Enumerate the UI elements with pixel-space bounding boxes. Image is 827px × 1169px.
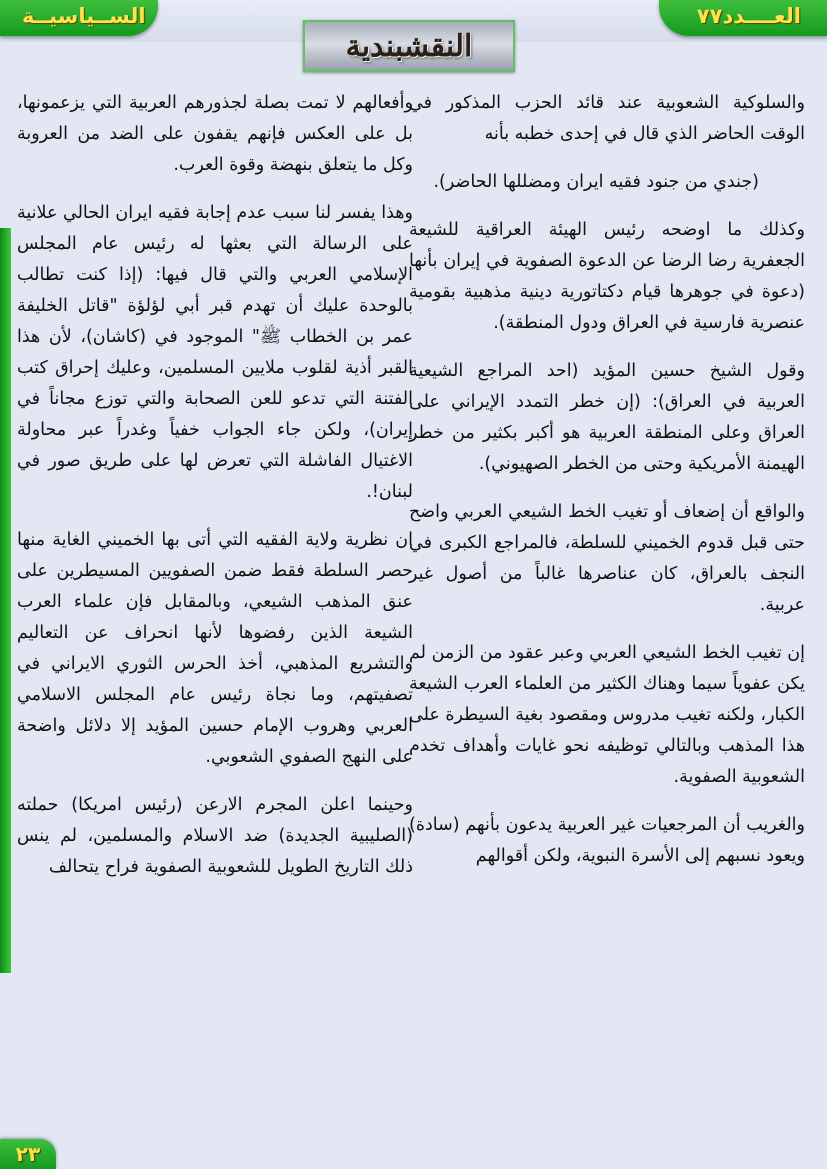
paragraph: وحينما اعلن المجرم الارعن (رئيس امريكا) حملته (الصليبية الجديدة) ضد الاسلام والمسلمين، لم ينس ذلك التاريخ الطويل للشعوبية الصفوية فراح يتحالف [17,795,413,877]
paragraph: والسلوكية الشعوبية عند قائد الحزب المذكور في الوقت الحاضر الذي قال في إحدى خطبه بأنه [409,93,805,144]
paragraph: وهذا يفسر لنا سبب عدم إجابة فقيه ايران الحالي علانية على الرسالة التي بعثها له رئيس عام المجلس الإسلامي العربي والتي قال فيها: (إذا كنت تطالب بالوحدة عليك أن تهدم قبر أبي لؤلؤة "قاتل الخليفة عمر بن الخطاب ﷺ" الموجود في (كاشان)، لأن هذا القبر أذية لقلوب ملايين المسلمين، وعليك إحراق كتب الفتنة التي تدعو للعن الصحابة والتي توزع مجاناً في إيران)، ولكن جاء الجواب خفياً وغدراً عبر محاولة الاغتيال الفاشلة التي تعرض لها على طريق صور في لبنان!. [17,203,413,502]
page-number: ٢٣ [15,1142,41,1166]
section-label: الســياسيــة [22,4,146,28]
paragraph: (جندي من جنود فقيه ايران ومضللها الحاضر). [433,172,759,192]
side-accent-bar [0,228,11,973]
paragraph: وأفعالهم لا تمت بصلة لجذورهم العربية التي يزعمونها، بل على العكس فإنهم يقفون على الضد من العروبة وكل ما يتعلق بنهضة وقوة العرب. [17,93,413,175]
right-column [409,88,805,889]
paragraph: ان نظرية ولاية الفقيه التي أتى بها الخميني الغاية منها حصر السلطة فقط ضمن الصفويين المسيطرين على عنق المذهب الشيعي، وبالمقابل فإن علماء العرب الشيعة الذين رفضوها لأنها انحراف عن التعاليم والتشريع المذهبي، أخذ الحرس الثوري الايراني في تصفيتهم، وما نجاة رئيس عام المجلس الاسلامي العربي وهروب الإمام حسين المؤيد إلا دلائل واضحة على النهج الصفوي الشعوبي. [17,530,413,767]
paragraph: إن تغيب الخط الشيعي العربي وعبر عقود من الزمن لم يكن عفوياً سيما وهناك الكثير من العلماء العرب الشيعة الكبار، ولكنه تغيب مدروس ومقصود بغية السيطرة على هذا المذهب وبالتالي توظيفه نحو غايات وأهداف تخدم الشعوبية الصفوية. [409,643,805,787]
paragraph: وقول الشيخ حسين المؤيد (احد المراجع الشيعية العربية في العراق): (إن خطر التمدد الإيراني على العراق وعلى المنطقة العربية هو أكبر بكثير من خطر الهيمنة الأمريكية وحتى من الخطر الصهيوني). [409,361,805,474]
left-column [17,88,413,900]
page-title-box [303,20,515,72]
page-title: النقشبندية [345,28,473,64]
paragraph: والغريب أن المرجعيات غير العربية يدعون بأنهم (سادة) ويعود نسبهم إلى الأسرة النبوية، ولكن أقوالهم [409,815,805,866]
section-tab [0,0,158,36]
issue-tab [659,0,827,36]
issue-label: العــــدد٧٧ [696,4,801,28]
paragraph: وكذلك ما اوضحه رئيس الهيئة العراقية للشيعة الجعفرية رضا الرضا عن الدعوة الصفوية في إيران بأنها (دعوة في جوهرها قيام دكتاتورية دينية مذهبية بقومية عنصرية فارسية في العراق ودول المنطقة). [409,220,805,333]
paragraph: والواقع أن إضعاف أو تغيب الخط الشيعي العربي واضح حتى قبل قدوم الخميني للسلطة، فالمراجع الكبرى في النجف بالعراق، كان عناصرها غالباً من أصول غير عربية. [409,502,805,615]
page-number-tab [0,1139,56,1169]
